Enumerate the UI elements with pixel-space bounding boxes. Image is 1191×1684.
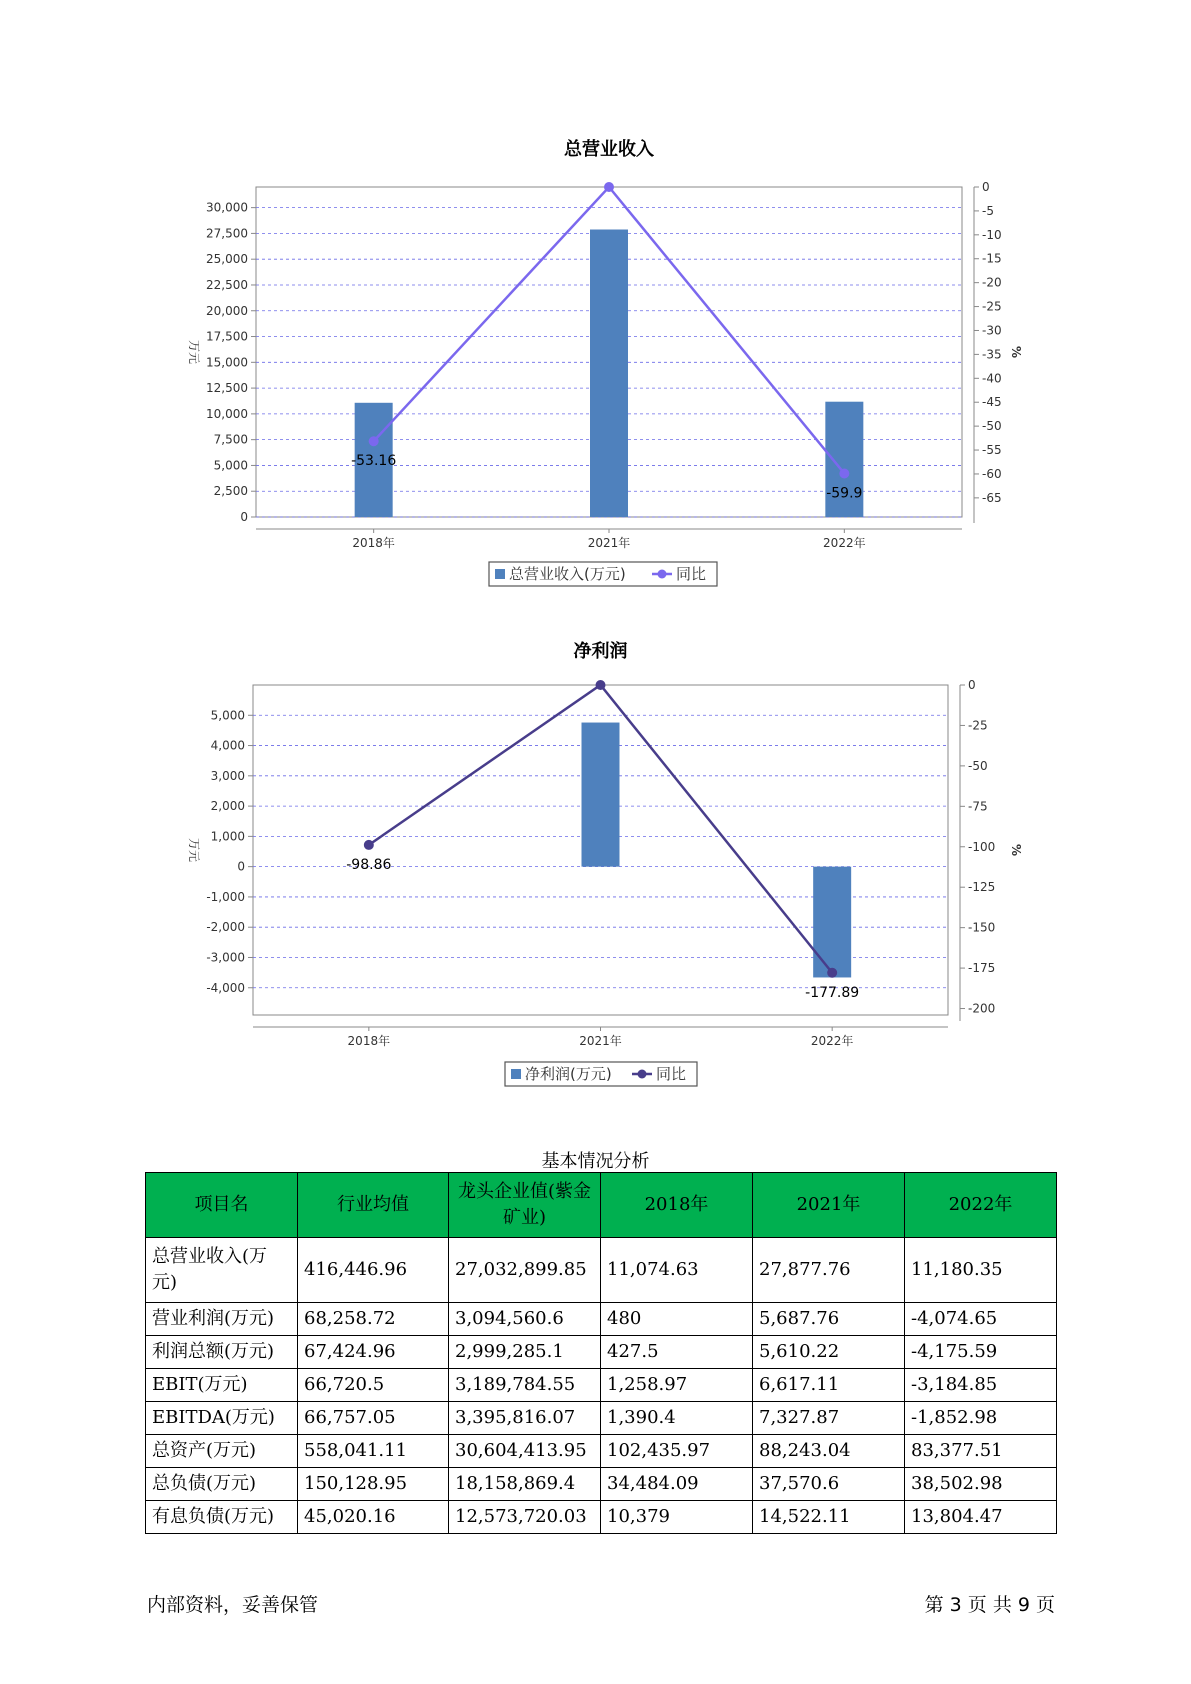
table-cell: 37,570.6 (753, 1468, 905, 1501)
bar (582, 723, 620, 867)
table-cell: 6,617.11 (753, 1369, 905, 1402)
table-row (146, 1402, 1057, 1435)
y-tick-label: -4,000 (206, 980, 245, 995)
table-cell: 416,446.96 (298, 1238, 449, 1303)
y2-axis-label: % (1009, 345, 1023, 359)
table-cell: 1,258.97 (601, 1369, 753, 1402)
y-tick-label: 12,500 (206, 381, 248, 396)
y2-tick-label: -50 (968, 758, 988, 773)
y2-tick-label: -150 (968, 920, 996, 935)
legend-line-marker (638, 1070, 647, 1079)
y2-tick-label: -200 (968, 1001, 996, 1016)
table-row (146, 1336, 1057, 1369)
data-label: -177.89 (805, 984, 860, 1001)
table-cell: 10,379 (601, 1501, 753, 1534)
table-header-cell: 龙头企业值(紫金矿业) (449, 1173, 601, 1238)
y2-axis-label: % (1009, 843, 1023, 857)
y2-tick-label: -15 (982, 251, 1002, 266)
footer-confidential-note: 内部资料，妥善保管 (147, 1594, 319, 1616)
table-header-cell: 2022年 (905, 1173, 1057, 1238)
y2-tick-label: -65 (982, 490, 1002, 505)
table-row-label: 总资产(万元) (146, 1435, 298, 1468)
y2-tick-label: -25 (968, 718, 988, 733)
x-tick-label: 2021年 (579, 1034, 622, 1048)
legend-bar-label: 总营业收入(万元) (509, 565, 626, 583)
y2-tick-label: -55 (982, 443, 1002, 458)
x-tick-label: 2018年 (352, 536, 395, 550)
y-tick-label: -1,000 (206, 889, 245, 904)
y2-tick-label: -75 (968, 799, 988, 814)
y-tick-label: 2,500 (213, 484, 248, 499)
y2-tick-label: -175 (968, 961, 996, 976)
y2-tick-label: -30 (982, 323, 1002, 338)
table-cell: 1,390.4 (601, 1402, 753, 1435)
table-row (146, 1238, 1057, 1303)
x-tick-label: 2022年 (810, 1034, 854, 1048)
y2-tick-label: -40 (982, 371, 1002, 386)
table-row-label: 营业利润(万元) (146, 1303, 298, 1336)
table-cell: 5,610.22 (753, 1336, 905, 1369)
table-cell: 66,720.5 (298, 1369, 449, 1402)
table-cell: 45,020.16 (298, 1501, 449, 1534)
y-tick-label: 20,000 (206, 303, 248, 318)
table-caption: 基本情况分析 (541, 1151, 650, 1172)
table-header-cell: 行业均值 (298, 1173, 449, 1238)
y2-tick-label: -5 (982, 203, 994, 218)
data-label: -59.9 (826, 485, 863, 502)
table-row (146, 1435, 1057, 1468)
legend-line-marker (658, 570, 667, 579)
table-row-label: 有息负债(万元) (146, 1501, 298, 1534)
y2-tick-label: 0 (968, 678, 976, 692)
table-cell: -3,184.85 (905, 1369, 1057, 1402)
yoy-point (364, 840, 374, 850)
table-cell: -4,175.59 (905, 1336, 1057, 1369)
y-tick-label: 7,500 (213, 432, 248, 447)
data-label: -98.86 (346, 856, 392, 873)
table-cell: 88,243.04 (753, 1435, 905, 1468)
y-axis-label: 万元 (187, 339, 201, 365)
y-tick-label: 4,000 (210, 738, 245, 753)
net-profit-chart (0, 630, 1191, 1100)
data-label: -53.16 (351, 453, 397, 470)
y2-tick-label: -50 (982, 419, 1002, 434)
y-tick-label: -2,000 (206, 920, 245, 935)
x-tick-label: 2022年 (823, 536, 866, 550)
y-tick-label: 3,000 (210, 768, 245, 783)
table-cell: 12,573,720.03 (449, 1501, 601, 1534)
chart-title: 总营业收入 (564, 139, 654, 160)
y-tick-label: 1,000 (210, 829, 245, 844)
table-cell: 34,484.09 (601, 1468, 753, 1501)
bar (813, 867, 851, 978)
y2-tick-label: -100 (968, 839, 996, 854)
table-cell: 27,877.76 (753, 1238, 905, 1303)
table-row-label: EBIT(万元) (146, 1369, 298, 1402)
y-tick-label: 25,000 (206, 252, 248, 267)
y-tick-label: 22,500 (206, 277, 248, 292)
x-tick-label: 2021年 (587, 536, 631, 550)
table-cell: 14,522.11 (753, 1501, 905, 1534)
table-cell: 5,687.76 (753, 1303, 905, 1336)
table-cell: 83,377.51 (905, 1435, 1057, 1468)
table-cell: 480 (601, 1303, 753, 1336)
table-cell: 558,041.11 (298, 1435, 449, 1468)
table-row (146, 1501, 1057, 1534)
y2-tick-label: -20 (982, 275, 1002, 290)
table-cell: 150,128.95 (298, 1468, 449, 1501)
table-cell: 102,435.97 (601, 1435, 753, 1468)
table-cell: 18,158,869.4 (449, 1468, 601, 1501)
x-tick-label: 2018年 (347, 1034, 391, 1048)
table-cell: 30,604,413.95 (449, 1435, 601, 1468)
legend-bar-label: 净利润(万元) (525, 1065, 612, 1083)
net-profit-chart-svg (0, 630, 1191, 1100)
yoy-point (827, 968, 837, 978)
y2-tick-label: -125 (968, 880, 996, 895)
table-header-cell: 2018年 (601, 1173, 753, 1238)
y2-tick-label: -25 (982, 299, 1002, 314)
table-cell: 3,395,816.07 (449, 1402, 601, 1435)
y2-tick-label: -45 (982, 395, 1002, 410)
summary-table (145, 1172, 1057, 1534)
y2-tick-label: -60 (982, 466, 1002, 481)
footer-page-number: 第 3 页 共 9 页 (924, 1594, 1055, 1616)
table-row (146, 1369, 1057, 1402)
table-row-label: 总营业收入(万元) (146, 1238, 298, 1303)
chart-title: 净利润 (573, 641, 628, 662)
table-header-row (146, 1173, 1057, 1238)
yoy-point (369, 436, 379, 446)
y-tick-label: 2,000 (210, 799, 245, 814)
legend-line-label: 同比 (656, 1065, 687, 1083)
y2-tick-label: -35 (982, 347, 1002, 362)
y-tick-label: 27,500 (206, 226, 248, 241)
table-cell: 3,094,560.6 (449, 1303, 601, 1336)
y-tick-label: 30,000 (206, 200, 248, 215)
y-tick-label: -3,000 (206, 950, 245, 965)
table-row (146, 1468, 1057, 1501)
table-row-label: EBITDA(万元) (146, 1402, 298, 1435)
table-cell: 2,999,285.1 (449, 1336, 601, 1369)
table-cell: 38,502.98 (905, 1468, 1057, 1501)
table-cell: 27,032,899.85 (449, 1238, 601, 1303)
table-row-label: 总负债(万元) (146, 1468, 298, 1501)
yoy-point (839, 468, 849, 478)
legend-bar-swatch (495, 569, 505, 579)
y-tick-label: 17,500 (206, 329, 248, 344)
table-cell: 13,804.47 (905, 1501, 1057, 1534)
y2-tick-label: 0 (982, 180, 990, 194)
table-header-cell: 2021年 (753, 1173, 905, 1238)
table-row-label: 利润总额(万元) (146, 1336, 298, 1369)
table-header-cell: 项目名 (146, 1173, 298, 1238)
legend-bar-swatch (511, 1069, 521, 1079)
revenue-chart-svg (0, 130, 1191, 600)
y-axis-label: 万元 (187, 837, 201, 863)
y-tick-label: 5,000 (210, 708, 245, 723)
y-tick-label: 5,000 (213, 458, 248, 473)
y2-tick-label: -10 (982, 227, 1002, 242)
y-tick-label: 0 (237, 859, 245, 874)
y-tick-label: 10,000 (206, 406, 248, 421)
yoy-point (604, 182, 614, 192)
y-tick-label: 0 (240, 510, 248, 524)
table-cell: 427.5 (601, 1336, 753, 1369)
table-cell: -4,074.65 (905, 1303, 1057, 1336)
yoy-point (596, 680, 606, 690)
table-cell: 11,180.35 (905, 1238, 1057, 1303)
legend-line-label: 同比 (676, 565, 707, 583)
y-tick-label: 15,000 (206, 355, 248, 370)
table-cell: 66,757.05 (298, 1402, 449, 1435)
bar (590, 230, 628, 517)
table-cell: 11,074.63 (601, 1238, 753, 1303)
table-row (146, 1303, 1057, 1336)
table-cell: 7,327.87 (753, 1402, 905, 1435)
table-cell: 3,189,784.55 (449, 1369, 601, 1402)
table-cell: -1,852.98 (905, 1402, 1057, 1435)
table-cell: 67,424.96 (298, 1336, 449, 1369)
revenue-chart (0, 130, 1191, 600)
table-cell: 68,258.72 (298, 1303, 449, 1336)
table-body (146, 1238, 1057, 1534)
